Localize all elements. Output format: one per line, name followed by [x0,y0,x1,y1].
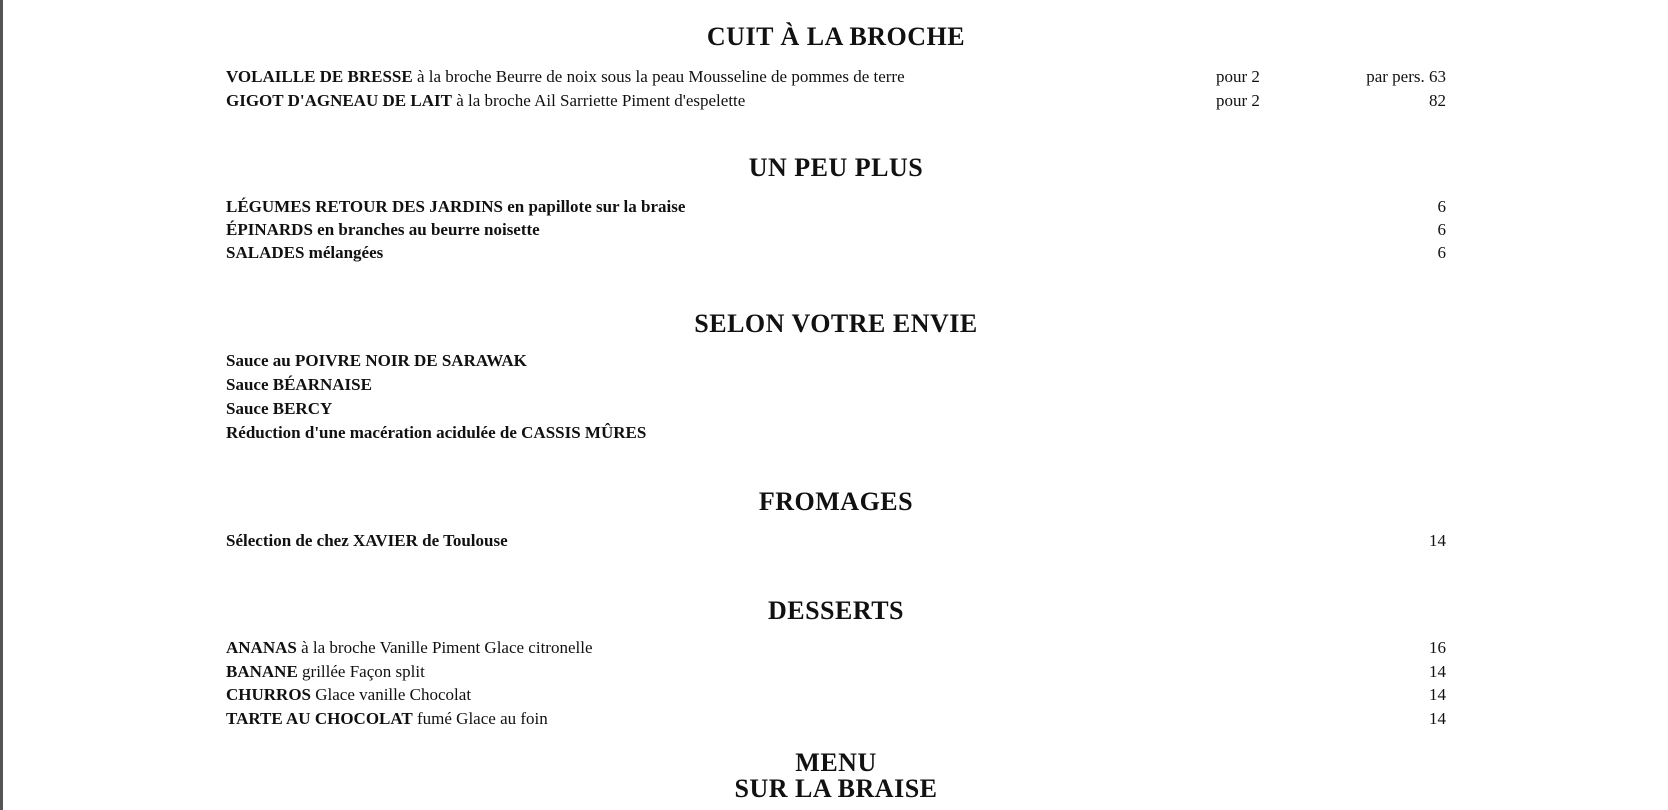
item-prefix: Sauce au [226,351,295,370]
menu-item [226,398,1446,420]
item-name: CHURROS [226,685,312,704]
item-description: grillée Façon split [297,662,425,681]
menu-item [226,219,1446,241]
item-name: TARTE AU CHOCOLAT [226,709,413,728]
item-price: 6 [1437,197,1446,216]
item-price: par pers. 63 [1366,67,1446,86]
item-name: ANANAS [226,638,297,657]
item-price: 14 [1429,685,1446,704]
menu-item [226,661,1446,683]
item-quantity: pour 2 [1216,67,1260,86]
item-description: en papillote sur la braise [502,197,686,216]
item-description: en branches au beurre noisette [312,220,540,239]
item-price: 16 [1429,638,1446,657]
item-description: fumé Glace au foin [412,709,548,728]
item-quantity: pour 2 [1216,91,1260,110]
footer-title-line-1: MENU [795,748,877,777]
menu-item [226,374,1446,396]
menu-item [226,708,1446,730]
item-name: ÉPINARDS [226,220,313,239]
item-description: Glace vanille Chocolat [311,685,472,704]
item-prefix: Sélection de chez [226,531,353,550]
item-name: BERCY [272,399,333,418]
item-price: 82 [1429,91,1446,110]
item-price: 14 [1429,709,1446,728]
item-name: BÉARNAISE [272,375,372,394]
item-prefix: Sauce [226,375,273,394]
item-price: 14 [1429,662,1446,681]
menu-item [226,684,1446,706]
section-title-selon-votre-envie: SELON VOTRE ENVIE [694,309,978,338]
item-name: POIVRE NOIR DE SARAWAK [294,351,527,370]
item-description: à la broche Ail Sarriette Piment d'espelette [451,91,746,110]
menu-item [226,66,1446,88]
menu-item [226,196,1446,218]
item-price: 6 [1437,220,1446,239]
item-name: BANANE [226,662,298,681]
menu-item [226,637,1446,659]
section-title-desserts: DESSERTS [767,596,905,625]
menu-item [226,350,1446,372]
menu-item [226,242,1446,264]
menu-item [226,90,1446,112]
item-description: à la broche Beurre de noix sous la peau Mousseline de pommes de terre [412,67,905,86]
item-prefix: Réduction d'une macération acidulée de [226,423,522,442]
footer-title-line-2: SUR LA BRAISE [734,774,938,803]
item-name: SALADES [226,243,305,262]
item-price: 14 [1429,531,1446,550]
item-name: VOLAILLE DE BRESSE [226,67,413,86]
item-name: CASSIS MÛRES [521,423,647,442]
menu-page [226,0,1446,810]
item-price: 6 [1437,243,1446,262]
section-title-fromages: FROMAGES [758,487,914,516]
item-description: à la broche Vanille Piment Glace citronelle [296,638,593,657]
item-prefix: Sauce [226,399,273,418]
menu-item [226,530,1446,552]
item-description: de Toulouse [417,531,508,550]
item-name: GIGOT D'AGNEAU DE LAIT [226,91,452,110]
page-left-border [0,0,3,810]
item-name: LÉGUMES RETOUR DES JARDINS [226,197,503,216]
section-title-cuit-a-la-broche: CUIT À LA BROCHE [706,22,966,51]
menu-item [226,422,1446,444]
section-title-un-peu-plus: UN PEU PLUS [748,153,924,182]
item-description: mélangées [304,243,384,262]
item-name: XAVIER [353,531,418,550]
